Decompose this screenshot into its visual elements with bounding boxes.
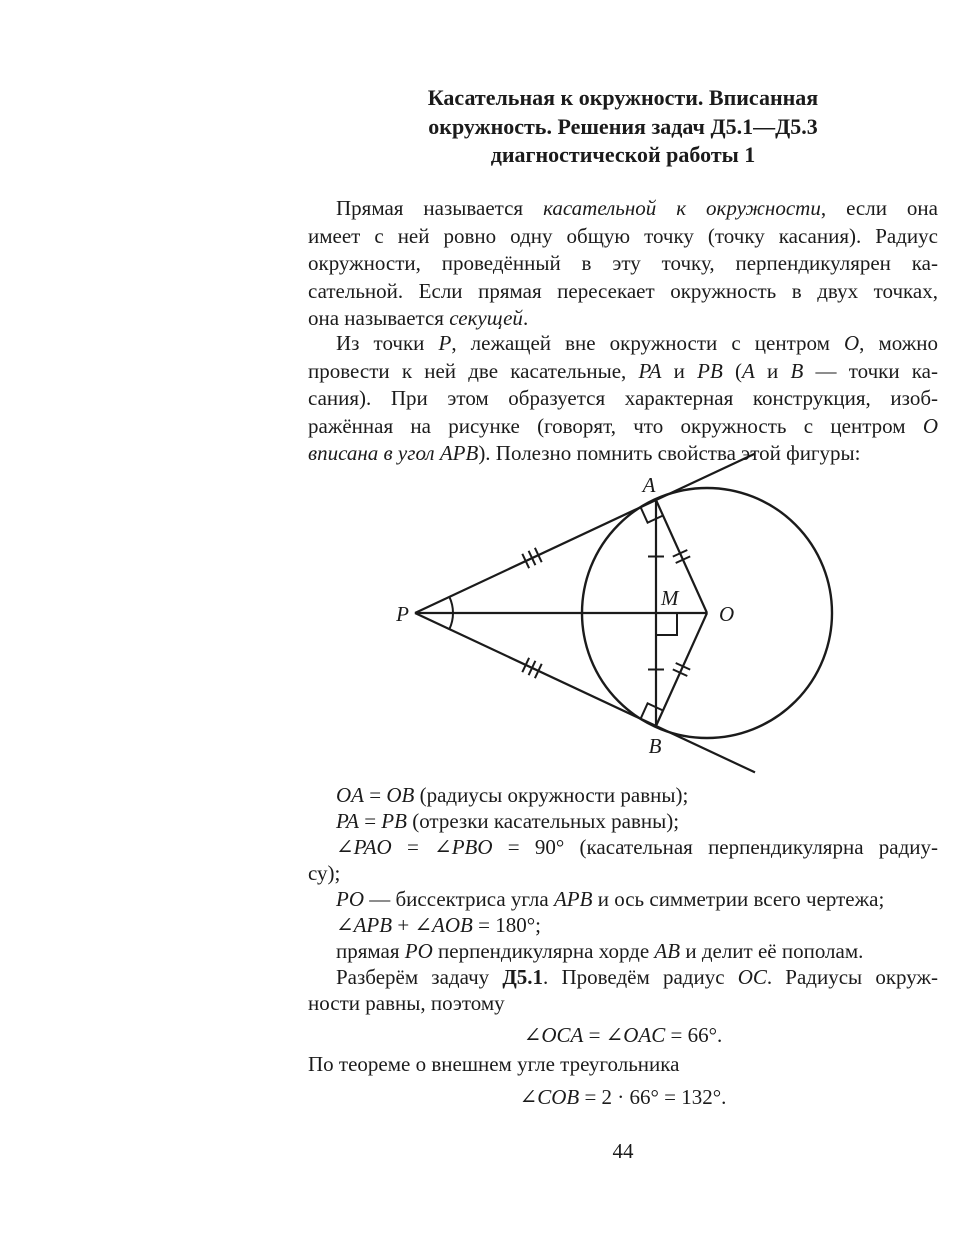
text-segment: су);: [308, 861, 341, 885]
text-segment: PAO: [353, 835, 392, 859]
text-segment: OB: [386, 783, 415, 807]
properties-list: [308, 782, 938, 964]
text-segment: O: [843, 331, 860, 355]
text-segment: прямая: [336, 939, 405, 963]
text-line: [308, 912, 938, 938]
text-segment: PO: [404, 939, 433, 963]
text-segment: По теореме о внешнем угле треугольника: [308, 1052, 680, 1076]
point-label-o: O: [719, 602, 735, 626]
text-segment: ражённая на рисунке (говорят, что окружность с центром: [308, 413, 923, 438]
text-segment: OC: [737, 965, 767, 989]
text-segment: AOB: [432, 913, 473, 937]
text-segment: . Проведём радиус: [543, 965, 738, 989]
text-segment: .: [522, 306, 529, 330]
text-segment: A: [741, 358, 755, 383]
text-line: [308, 990, 938, 1016]
text-segment: =: [391, 835, 435, 859]
right-angle-mark-m: [655, 613, 677, 635]
text-line: [308, 808, 938, 834]
text-segment: сания). При этом образуется характерная конструкция, изоб-: [308, 386, 938, 410]
text-segment: Из точки: [336, 331, 439, 355]
text-segment: и: [661, 358, 698, 383]
text-segment: Прямая называется: [336, 196, 544, 220]
text-segment: перпендикулярна хорде: [432, 939, 655, 963]
text-segment: сательной. Если прямая пересекает окружность в двух точках,: [308, 278, 938, 303]
text-segment: — биссектриса угла: [364, 887, 554, 911]
text-segment: = 2 · 66° = 132°.: [579, 1085, 727, 1109]
text-segment: = 66°.: [665, 1023, 723, 1047]
text-segment: провести к ней две касательные,: [308, 358, 639, 383]
text-segment: PO: [336, 887, 364, 911]
text-segment: ∠: [523, 1023, 542, 1047]
text-segment: Д5.1: [502, 965, 544, 989]
formula-cob: [308, 1084, 938, 1110]
text-segment: (радиусы окружности равны);: [414, 783, 689, 807]
problem-paragraph: [308, 964, 938, 1016]
text-segment: B: [790, 358, 804, 383]
text-segment: ). Полезно помнить свойства этой фигуры:: [478, 441, 861, 465]
text-segment: (: [722, 358, 742, 383]
text-segment: APB: [353, 913, 393, 937]
text-segment: OAC: [623, 1023, 666, 1047]
text-segment: P: [438, 331, 452, 355]
text-segment: и делит её пополам.: [680, 939, 864, 963]
text-segment: она называется: [308, 306, 450, 330]
text-segment: касательной к окружности: [543, 196, 821, 220]
title-line-1: Касательная к окружности. Вписанная: [427, 85, 819, 110]
formula-oca: [308, 1022, 938, 1048]
text-segment: PA: [638, 358, 662, 383]
text-segment: имеет с ней ровно одну общую точку (точку касания). Радиус: [308, 223, 938, 248]
text-segment: ности равны, поэтому: [308, 991, 505, 1015]
page-number: 44: [612, 1139, 634, 1163]
theorem-line: [308, 1052, 938, 1077]
text-segment: AB: [654, 939, 681, 963]
text-segment: OA: [336, 783, 364, 807]
text-segment: +: [392, 913, 415, 937]
text-segment: PB: [697, 358, 723, 383]
text-segment: ∠: [519, 1085, 538, 1109]
text-segment: =: [364, 783, 387, 807]
text-segment: ∠: [414, 913, 433, 937]
text-segment: Разберём задачу: [336, 965, 503, 989]
text-segment: — точки ка-: [803, 358, 938, 383]
text-segment: вписана в угол APB: [308, 441, 479, 465]
angle-arc-opb: [449, 613, 453, 629]
text-line: [308, 860, 938, 886]
tick-marks-pb: [522, 658, 541, 678]
angle-arc-apo: [449, 597, 453, 613]
text-line: [308, 938, 938, 964]
title-line-3: диагностической работы 1: [490, 142, 756, 167]
text-segment: ∠: [434, 835, 452, 859]
text-segment: ∠: [336, 835, 354, 859]
point-label-m: M: [661, 586, 679, 610]
point-label-b: B: [648, 734, 662, 758]
text-segment: , если она: [820, 196, 938, 220]
text-line: [308, 886, 938, 912]
text-segment: O: [922, 413, 938, 438]
text-segment: , можно: [859, 331, 938, 355]
text-segment: = 90° (касательная перпендикулярна радиу-: [492, 835, 939, 859]
text-segment: и: [754, 358, 791, 383]
tick-marks-pa: [522, 548, 541, 568]
text-segment: ∠: [605, 1023, 624, 1047]
text-line: [308, 782, 938, 808]
point-label-p: P: [396, 602, 409, 626]
text-segment: и ось симметрии всего чертежа;: [592, 887, 885, 911]
text-segment: . Радиусы окруж-: [766, 965, 938, 989]
text-line: [308, 834, 938, 860]
text-segment: (отрезки касательных равны);: [406, 809, 680, 833]
text-segment: PA: [336, 809, 359, 833]
text-segment: ∠: [336, 913, 354, 937]
text-segment: окружности, проведённый в эту точку, перпендикулярен ка-: [308, 251, 938, 275]
point-label-a: A: [642, 473, 656, 497]
text-segment: PB: [381, 809, 407, 833]
text-segment: PBO: [451, 835, 493, 859]
text-segment: секущей: [449, 306, 523, 330]
title-line-2: окружность. Решения задач Д5.1—Д5.3: [428, 113, 818, 139]
text-segment: = 180°;: [472, 913, 541, 937]
text-segment: OCA: [541, 1023, 584, 1047]
text-segment: =: [358, 809, 382, 833]
text-segment: APB: [553, 887, 593, 911]
text-segment: , лежащей вне окружности с центром: [451, 331, 844, 355]
text-segment: COB: [537, 1085, 580, 1109]
text-line: [308, 964, 938, 990]
text-segment: =: [583, 1023, 606, 1047]
